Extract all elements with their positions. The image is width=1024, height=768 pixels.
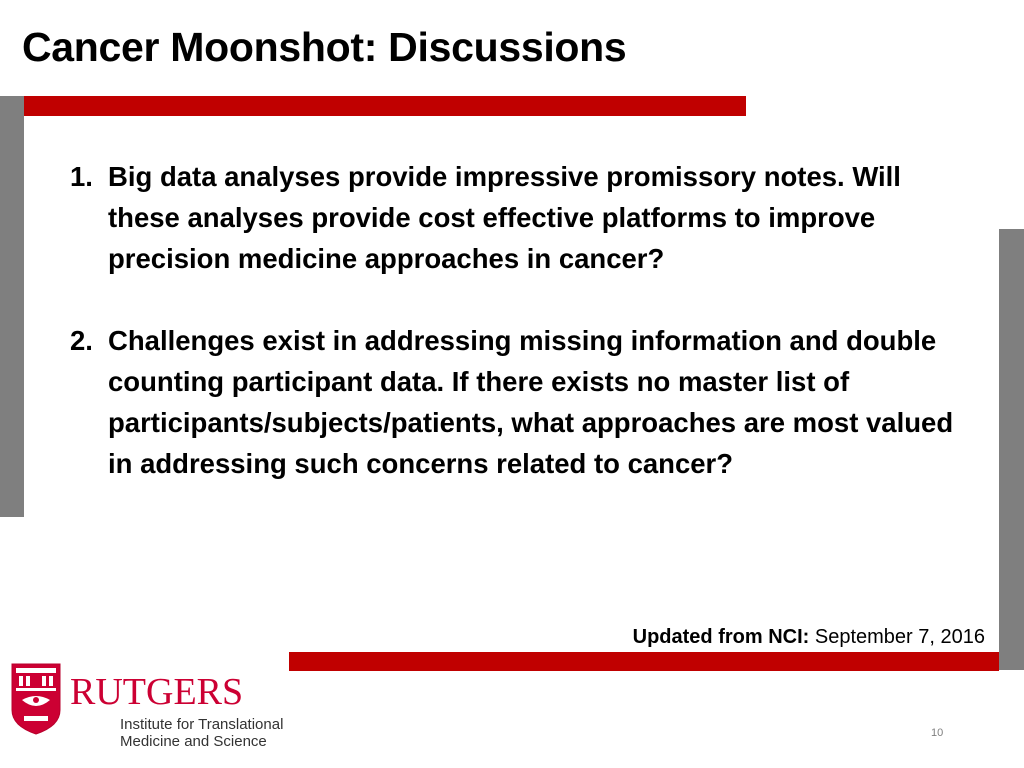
page-number: 10 — [931, 727, 944, 739]
source-label: Updated from NCI: — [632, 626, 810, 648]
source-note — [633, 626, 985, 649]
item-number: 1. — [70, 161, 93, 192]
item-text: Challenges exist in addressing missing information and double counting participant data. If there exists no master list of participants/subjects/patients, what approaches are most valued in addressing such concerns related to cancer? — [108, 325, 954, 479]
item-number: 2. — [70, 325, 93, 356]
logo-wordmark: RUTGERS — [70, 671, 244, 713]
bottom-accent-bar — [289, 652, 999, 671]
rutgers-shield-icon — [10, 660, 290, 755]
logo-line1: Institute for Translational — [120, 716, 284, 733]
rutgers-logo — [10, 660, 290, 755]
left-gray-bar — [0, 96, 24, 517]
source-date: September 7, 2016 — [814, 626, 985, 648]
right-gray-bar — [999, 229, 1024, 670]
top-accent-bar — [24, 96, 746, 116]
list-item — [70, 156, 970, 279]
list-item — [70, 320, 970, 484]
slide-title: Cancer Moonshot: Discussions — [22, 24, 627, 70]
discussion-list — [70, 156, 970, 525]
logo-line2: Medicine and Science — [120, 733, 267, 750]
item-text: Big data analyses provide impressive promissory notes. Will these analyses provide cost effective platforms to improve precision medicine approaches in cancer? — [108, 161, 901, 274]
